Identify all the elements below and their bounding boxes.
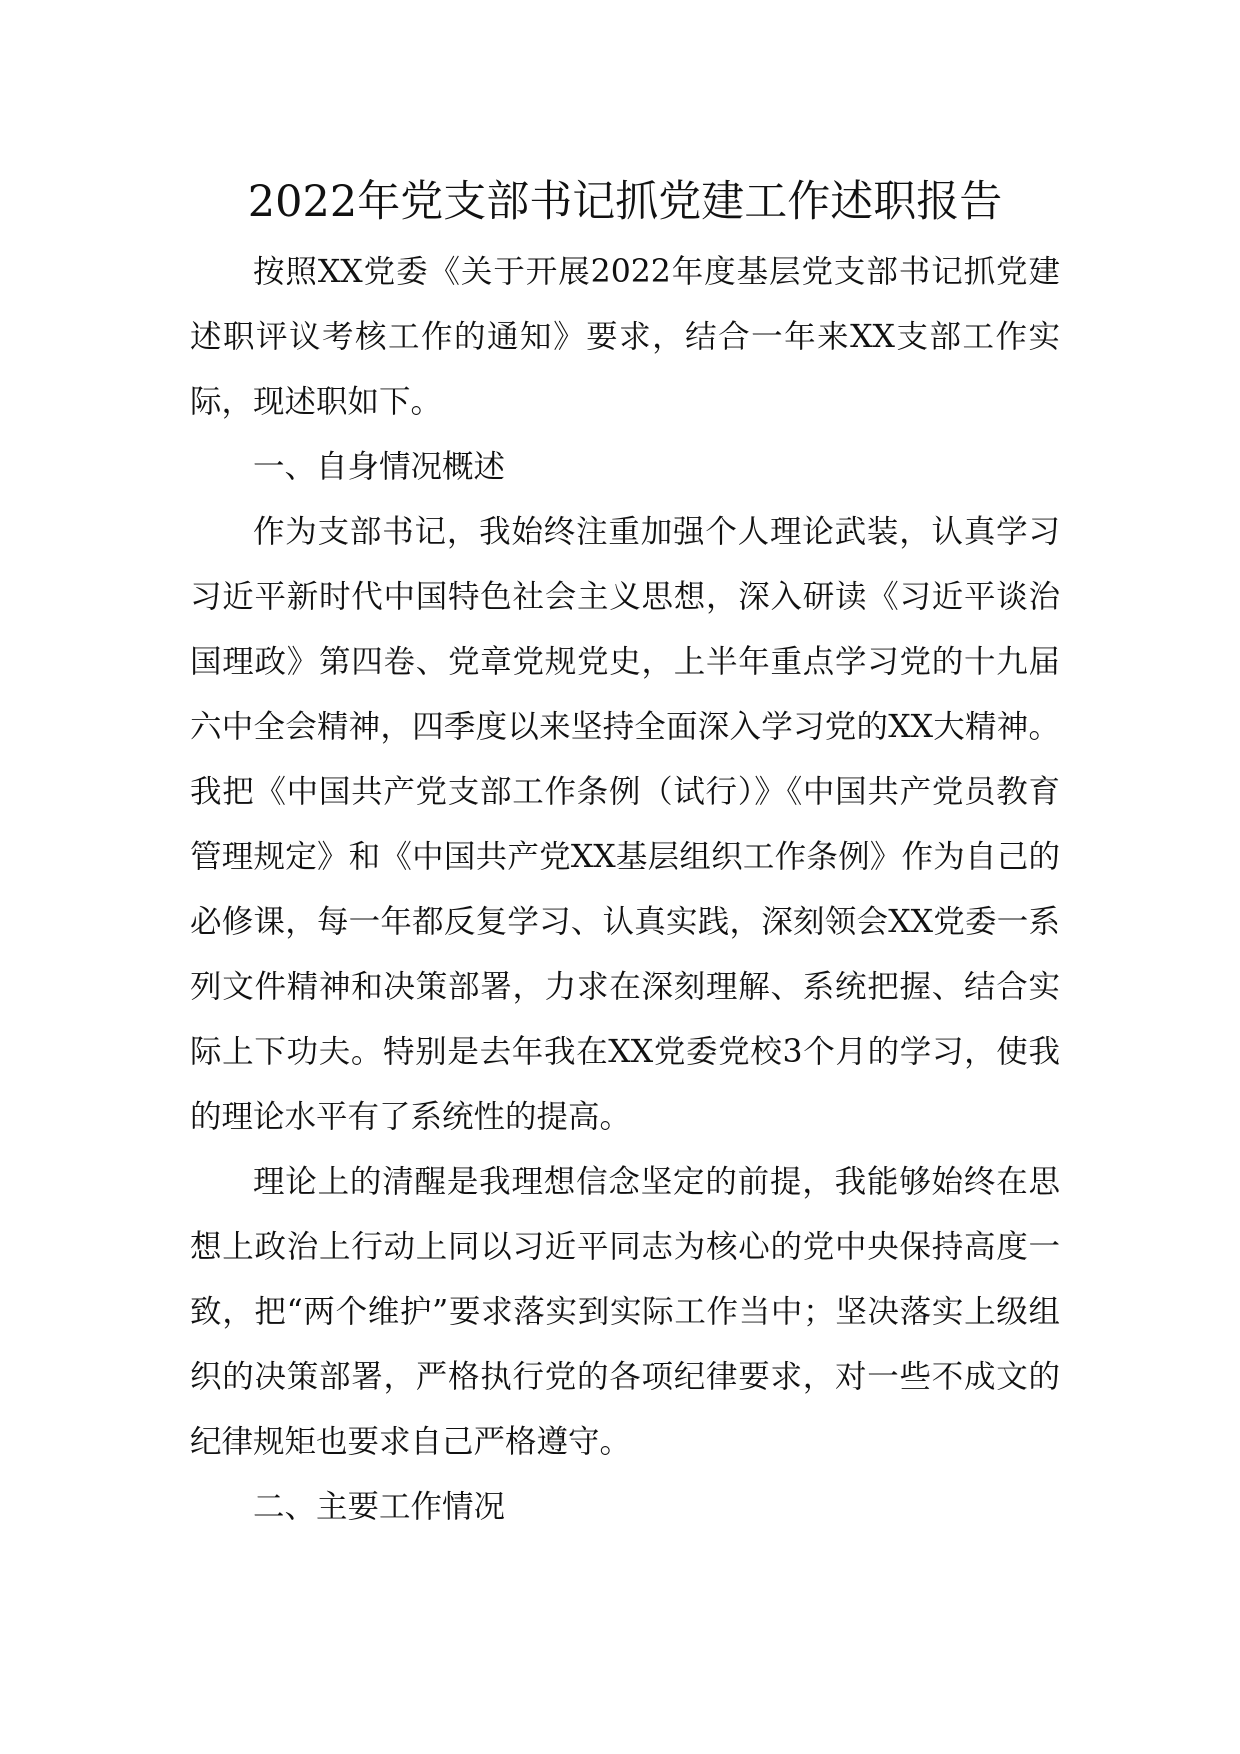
section-heading-1: 一、自身情况概述 — [253, 449, 506, 485]
document-title: 2022年党支部书记抓党建工作述职报告 — [247, 177, 1003, 227]
intro-paragraph: 按照XX党委《关于开展2022年度基层党支部书记抓党建述职评议考核工作的通知》要求，结合一年来XX支部工作实际，现述职如下。 — [190, 254, 1060, 420]
document-body — [190, 170, 1060, 1540]
section1-paragraph-2: 理论上的清醒是我理想信念坚定的前提，我能够始终在思想上政治上行动上同以习近平同志为核心的党中央保持高度一致，把“两个维护”要求落实到实际工作当中；坚决落实上级组织的决策部署，严格执行党的各项纪律要求，对一些不成文的纪律规矩也要求自己严格遵守。 — [190, 1164, 1060, 1460]
section1-paragraph-1: 作为支部书记，我始终注重加强个人理论武装，认真学习习近平新时代中国特色社会主义思想，深入研读《习近平谈治国理政》第四卷、党章党规党史，上半年重点学习党的十九届六中全会精神，四季度以来坚持全面深入学习党的XX大精神。我把《中国共产党支部工作条例（试行）》《中国共产党员教育管理规定》和《中国共产党XX基层组织工作条例》作为自己的必修课，每一年都反复学习、认真实践，深刻领会XX党委一系列文件精神和决策部署，力求在深刻理解、系统把握、结合实际上下功夫。特别是去年我在XX党委党校3个月的学习，使我的理论水平有了系统性的提高。 — [190, 514, 1060, 1135]
section-heading-2: 二、主要工作情况 — [253, 1489, 506, 1525]
